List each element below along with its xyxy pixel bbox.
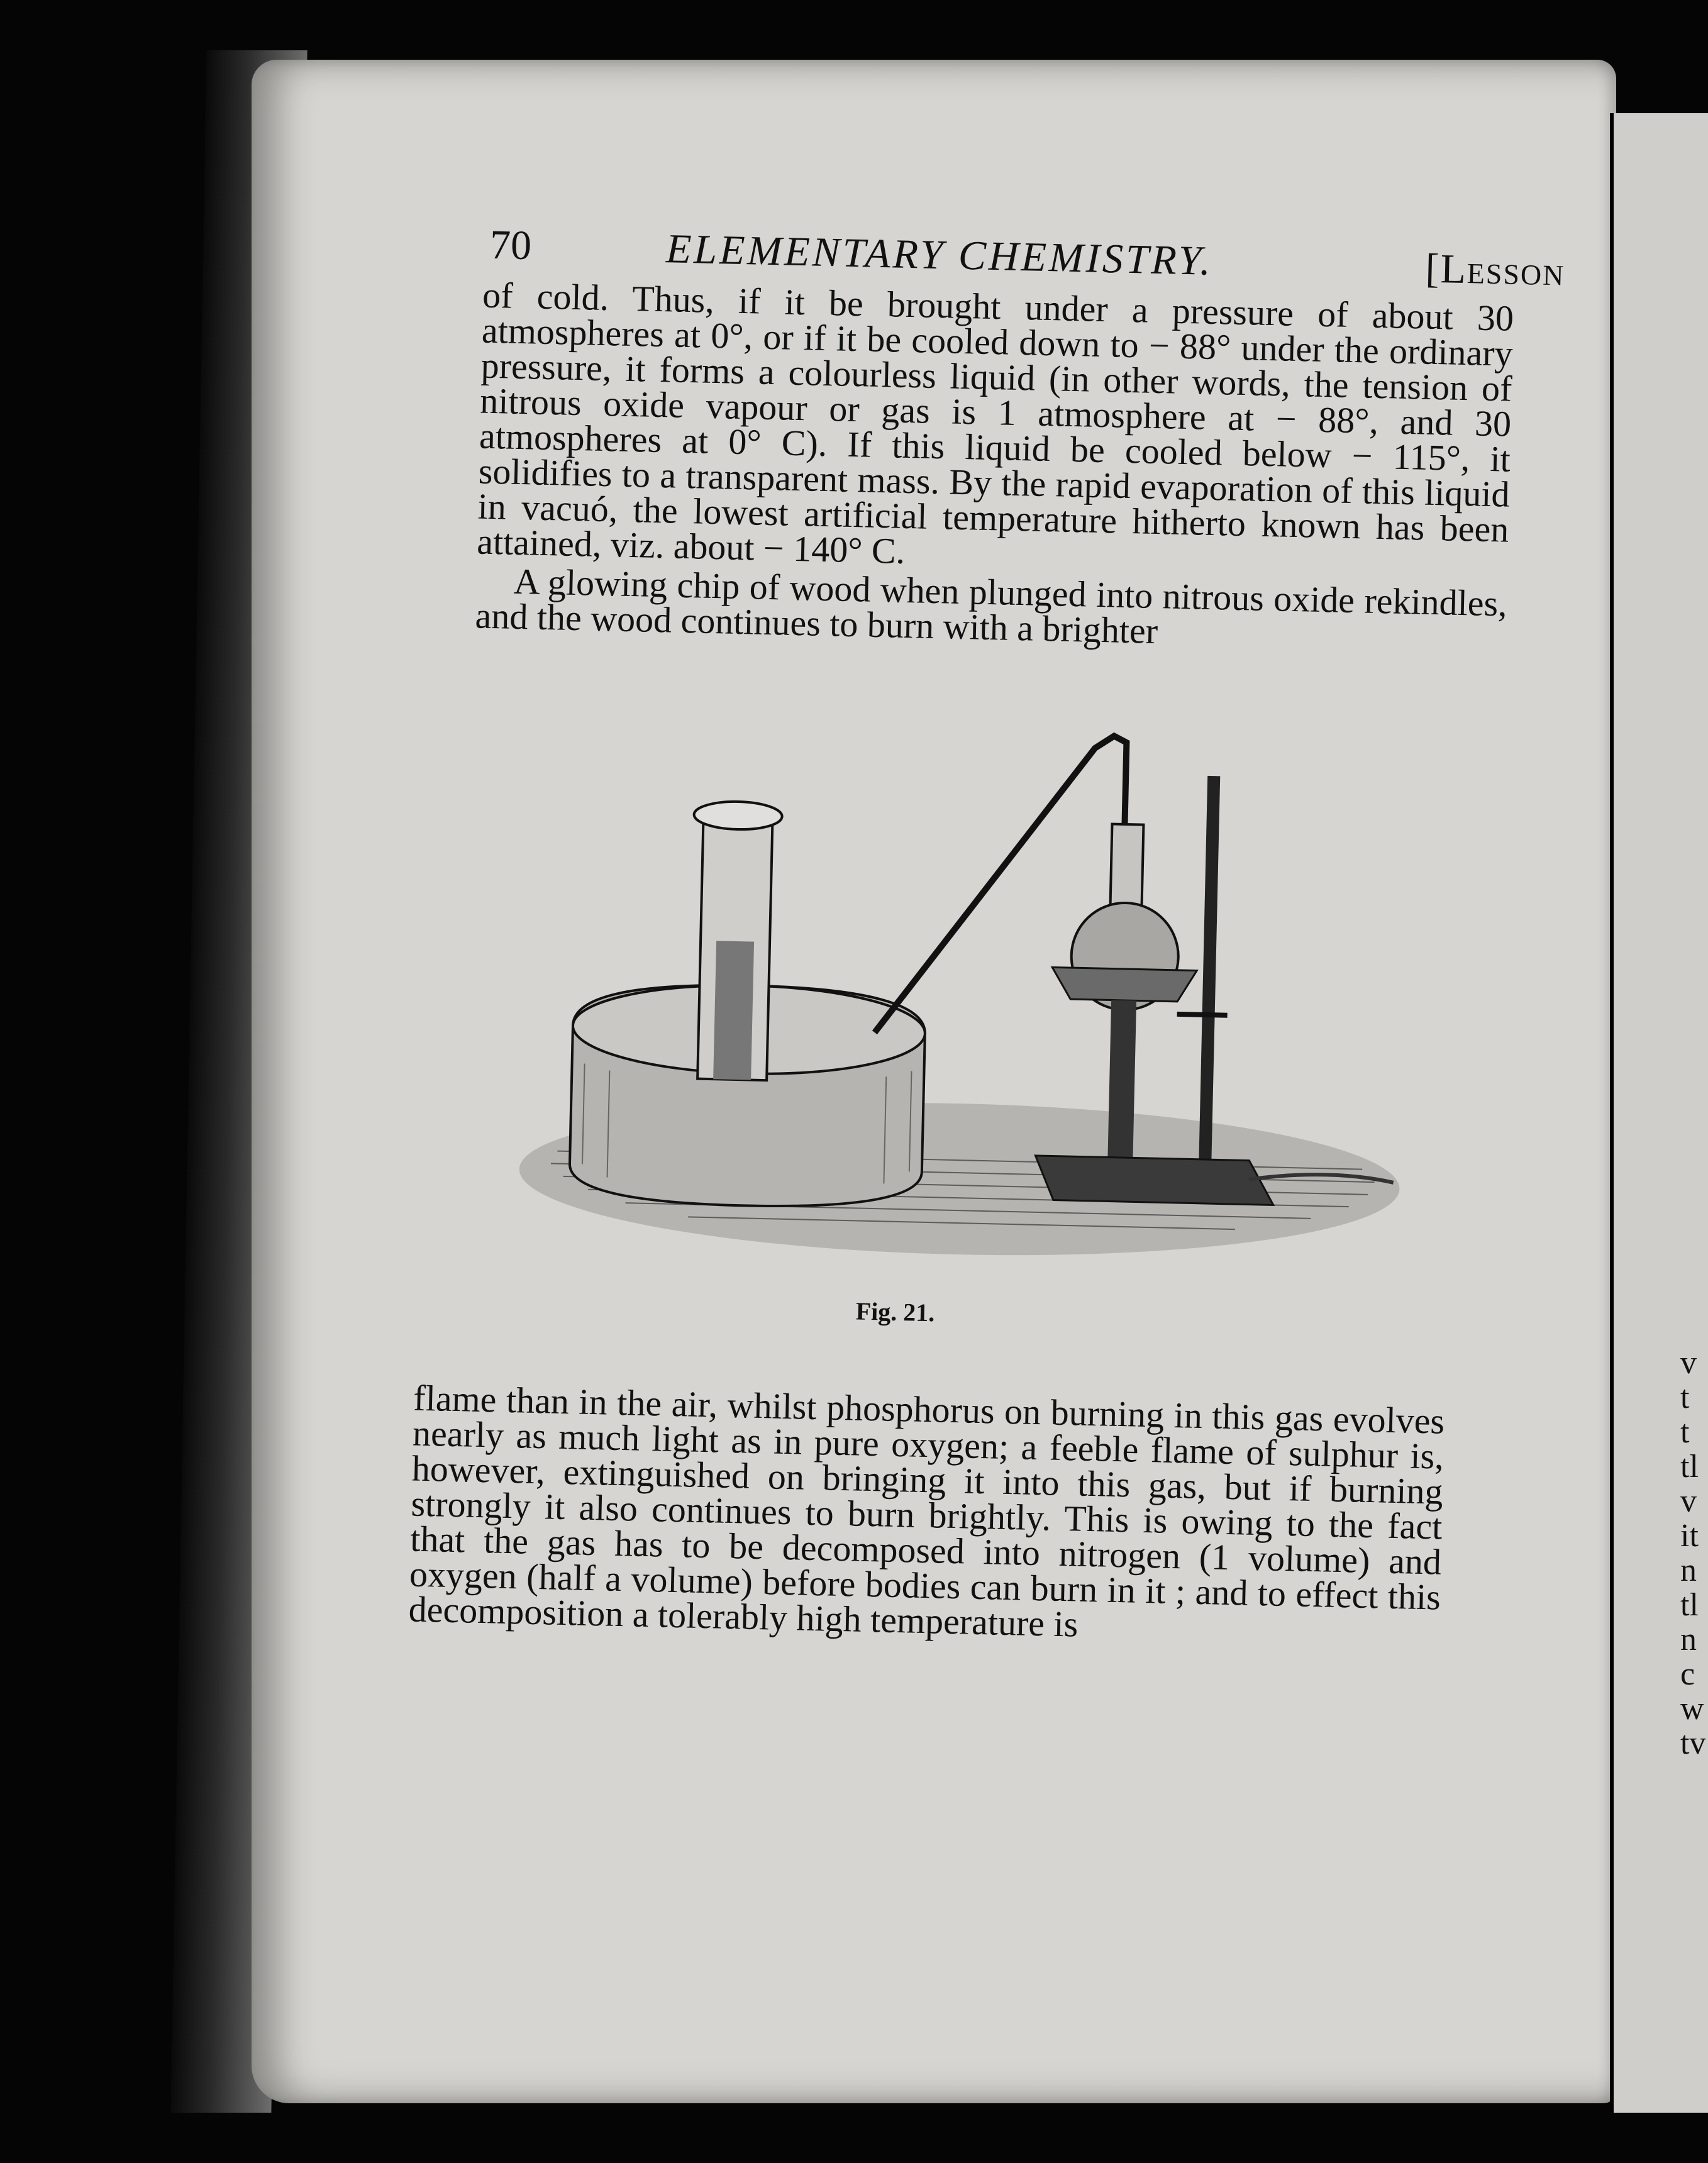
paragraph-1: of cold. Thus, if it be brought under a pressure of about 30 atmospheres at 0°, or if it be cooled down to − 88° under the ordinary pressure, it forms a colourless liquid (in other words, the tension of nitrous oxide vapour or gas is 1 atmosphere at − 88°, and 30 atmospheres at 0° C). If this liquid be cooled below − 115°, it solidifies to a transparent mass. By the rapid evaporation of this liquid in vacuó, the lowest artificial temperature hitherto known has been attained, viz. about − 140° C.	[476, 274, 1514, 572]
paragraph-2: A glowing chip of wood when plunged into nitrous oxide rekindles, and the wood continues to burn with a brighter	[475, 560, 1508, 652]
figure-21	[478, 684, 1436, 1353]
apparatus-illustration	[479, 684, 1435, 1309]
paragraph-3: flame than in the air, whilst phosphorus on burning in this gas evolves nearly as much light as in pure oxygen; a feeble flame of sulphur is, however, extinguished on bringing it into this gas, but if burning strongly it also continues to burn brightly. This is owing to the fact that the gas has to be decomposed into nitrogen (1 volume) and oxygen (half a volume) before bodies can burn in it ; and to effect this decomposition a tolerably high temperature is	[408, 1377, 1445, 1645]
fragment-line: c	[1680, 1656, 1695, 1692]
running-title: ELEMENTARY CHEMISTRY.	[665, 226, 1214, 284]
fragment-line: tl	[1680, 1587, 1699, 1623]
lesson-label: [Lesson	[1424, 245, 1566, 295]
fragment-line: v	[1680, 1345, 1697, 1381]
fragment-line: w	[1680, 1691, 1704, 1727]
page-content	[408, 220, 1566, 1651]
fragment-line: n	[1680, 1622, 1697, 1657]
fragment-line: tv	[1680, 1725, 1706, 1761]
figure-caption: Fig. 21.	[855, 1297, 935, 1327]
fragment-line: v	[1680, 1483, 1697, 1519]
fragment-line: t	[1680, 1414, 1690, 1450]
next-page-edge	[1610, 113, 1708, 2113]
fragment-line: tl	[1680, 1449, 1699, 1485]
next-page-fragment	[1680, 1346, 1705, 1761]
fragment-line: n	[1680, 1552, 1697, 1588]
fragment-line: t	[1680, 1380, 1690, 1415]
fragment-line: it	[1680, 1518, 1699, 1554]
page-number: 70	[489, 221, 532, 269]
